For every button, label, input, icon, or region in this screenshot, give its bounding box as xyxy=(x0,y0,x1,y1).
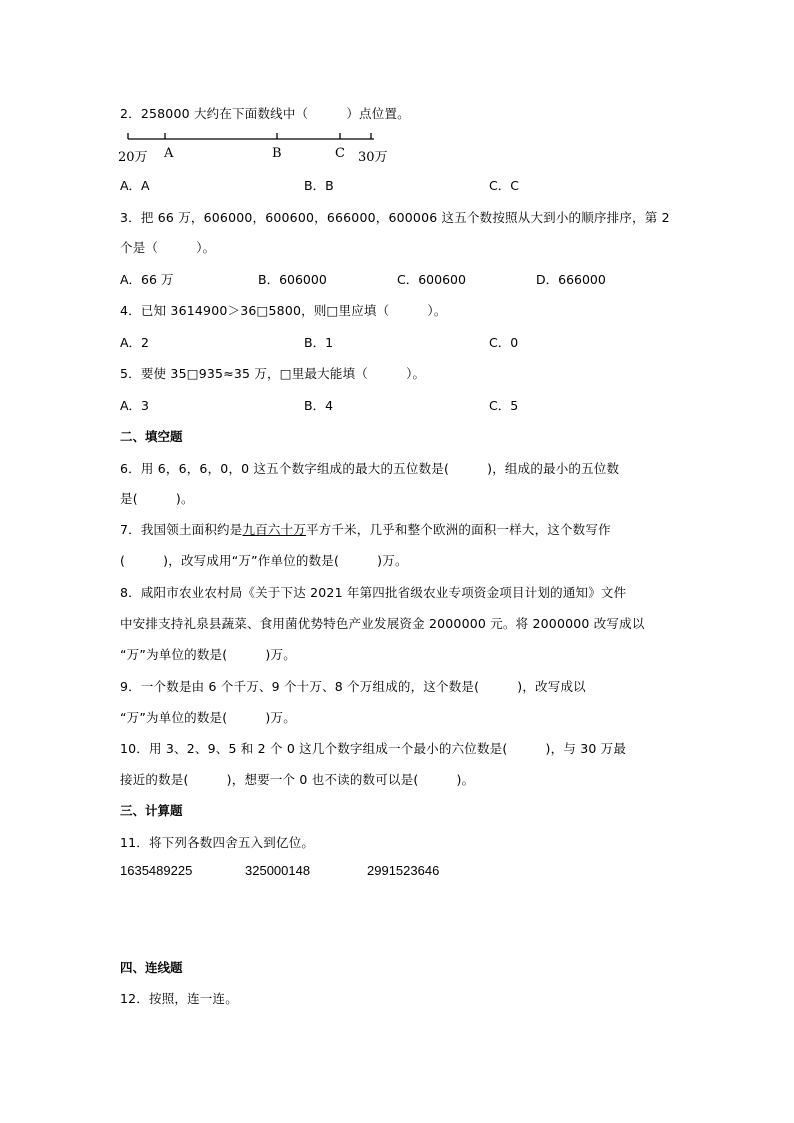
question-3-option-b: B．606000 xyxy=(258,272,327,287)
section-heading-matching: 四、连线题 xyxy=(120,960,183,975)
number-line-start-label: 20万 xyxy=(118,150,148,165)
question-7-underlined-number: 九百六十万 xyxy=(242,522,306,537)
section-heading-fill-in: 二、填空题 xyxy=(120,429,183,444)
question-9-line-2: “万”为单位的数是( )万。 xyxy=(120,710,296,725)
number-line-end-label: 30万 xyxy=(358,150,388,165)
question-4-text: 4．已知 3614900＞36□5800，则□里应填（ ）。 xyxy=(120,303,447,318)
question-5-text: 5．要使 35□935≈35 万，□里最大能填（ ）。 xyxy=(120,366,426,381)
question-7-prefix: 7．我国领土面积约是 xyxy=(120,522,243,537)
question-3-line-2: 个是（ ）。 xyxy=(120,240,216,255)
question-6-line-2: 是( )。 xyxy=(120,491,194,506)
question-2-option-b: B．B xyxy=(304,178,334,193)
question-3-option-c: C．600600 xyxy=(397,272,466,287)
question-5-option-b: B．4 xyxy=(304,398,334,413)
question-12-text: 12．按照，连一连。 xyxy=(120,991,238,1006)
question-3-line-1: 3．把 66 万，606000，600600，666000，600006 这五个数按照从大到小的顺序排序，第 2 xyxy=(120,210,670,225)
question-4-option-c: C．0 xyxy=(489,335,519,350)
question-5-option-a: A．3 xyxy=(120,398,150,413)
question-7-line-2: ( )，改写成用“万”作单位的数是( )万。 xyxy=(120,553,408,568)
question-2-text: 2．258000 大约在下面数线中（ ）点位置。 xyxy=(120,106,410,121)
question-11-number-1: 1635489225 xyxy=(120,863,193,878)
question-10-line-2: 接近的数是( )，想要一个 0 也不读的数可以是( )。 xyxy=(120,772,475,787)
question-11-number-3: 2991523646 xyxy=(367,863,440,878)
question-3-option-a: A．66 万 xyxy=(120,272,174,287)
question-5-option-c: C．5 xyxy=(489,398,519,413)
question-6-line-1: 6．用 6，6，6，0，0 这五个数字组成的最大的五位数是( )，组成的最小的五位数 xyxy=(120,461,620,476)
question-11-text: 11．将下列各数四舍五入到亿位。 xyxy=(120,835,315,850)
question-10-line-1: 10．用 3、2、9、5 和 2 个 0 这几个数字组成一个最小的六位数是( )，与 30 万最 xyxy=(120,741,627,756)
question-9-line-1: 9．一个数是由 6 个千万、9 个十万、8 个万组成的，这个数是( )，改写成以 xyxy=(120,679,586,694)
number-line xyxy=(118,128,388,168)
section-heading-calculation: 三、计算题 xyxy=(120,803,183,818)
number-line-label-b: B xyxy=(272,146,282,161)
question-8-line-2: 中安排支持礼泉县蔬菜、食用菌优势特色产业发展资金 2000000 元。将 2000000 改写成以 xyxy=(120,616,645,631)
number-line-label-c: C xyxy=(335,146,345,161)
question-8-line-1: 8．咸阳市农业农村局《关于下达 2021 年第四批省级农业专项资金项目计划的通知》文件 xyxy=(120,585,627,600)
question-2-option-c: C．C xyxy=(489,178,519,193)
question-4-option-b: B．1 xyxy=(304,335,334,350)
number-line-axis xyxy=(118,128,388,148)
question-8-line-3: “万”为单位的数是( )万。 xyxy=(120,647,296,662)
number-line-label-a: A xyxy=(164,146,174,161)
question-7-suffix: 平方千米，几乎和整个欧洲的面积一样大，这个数写作 xyxy=(305,522,611,537)
question-7-line-1 xyxy=(120,520,611,538)
question-2-option-a: A．A xyxy=(120,178,150,193)
question-4-option-a: A．2 xyxy=(120,335,150,350)
question-11-number-2: 325000148 xyxy=(245,863,311,878)
question-3-option-d: D．666000 xyxy=(536,272,606,287)
